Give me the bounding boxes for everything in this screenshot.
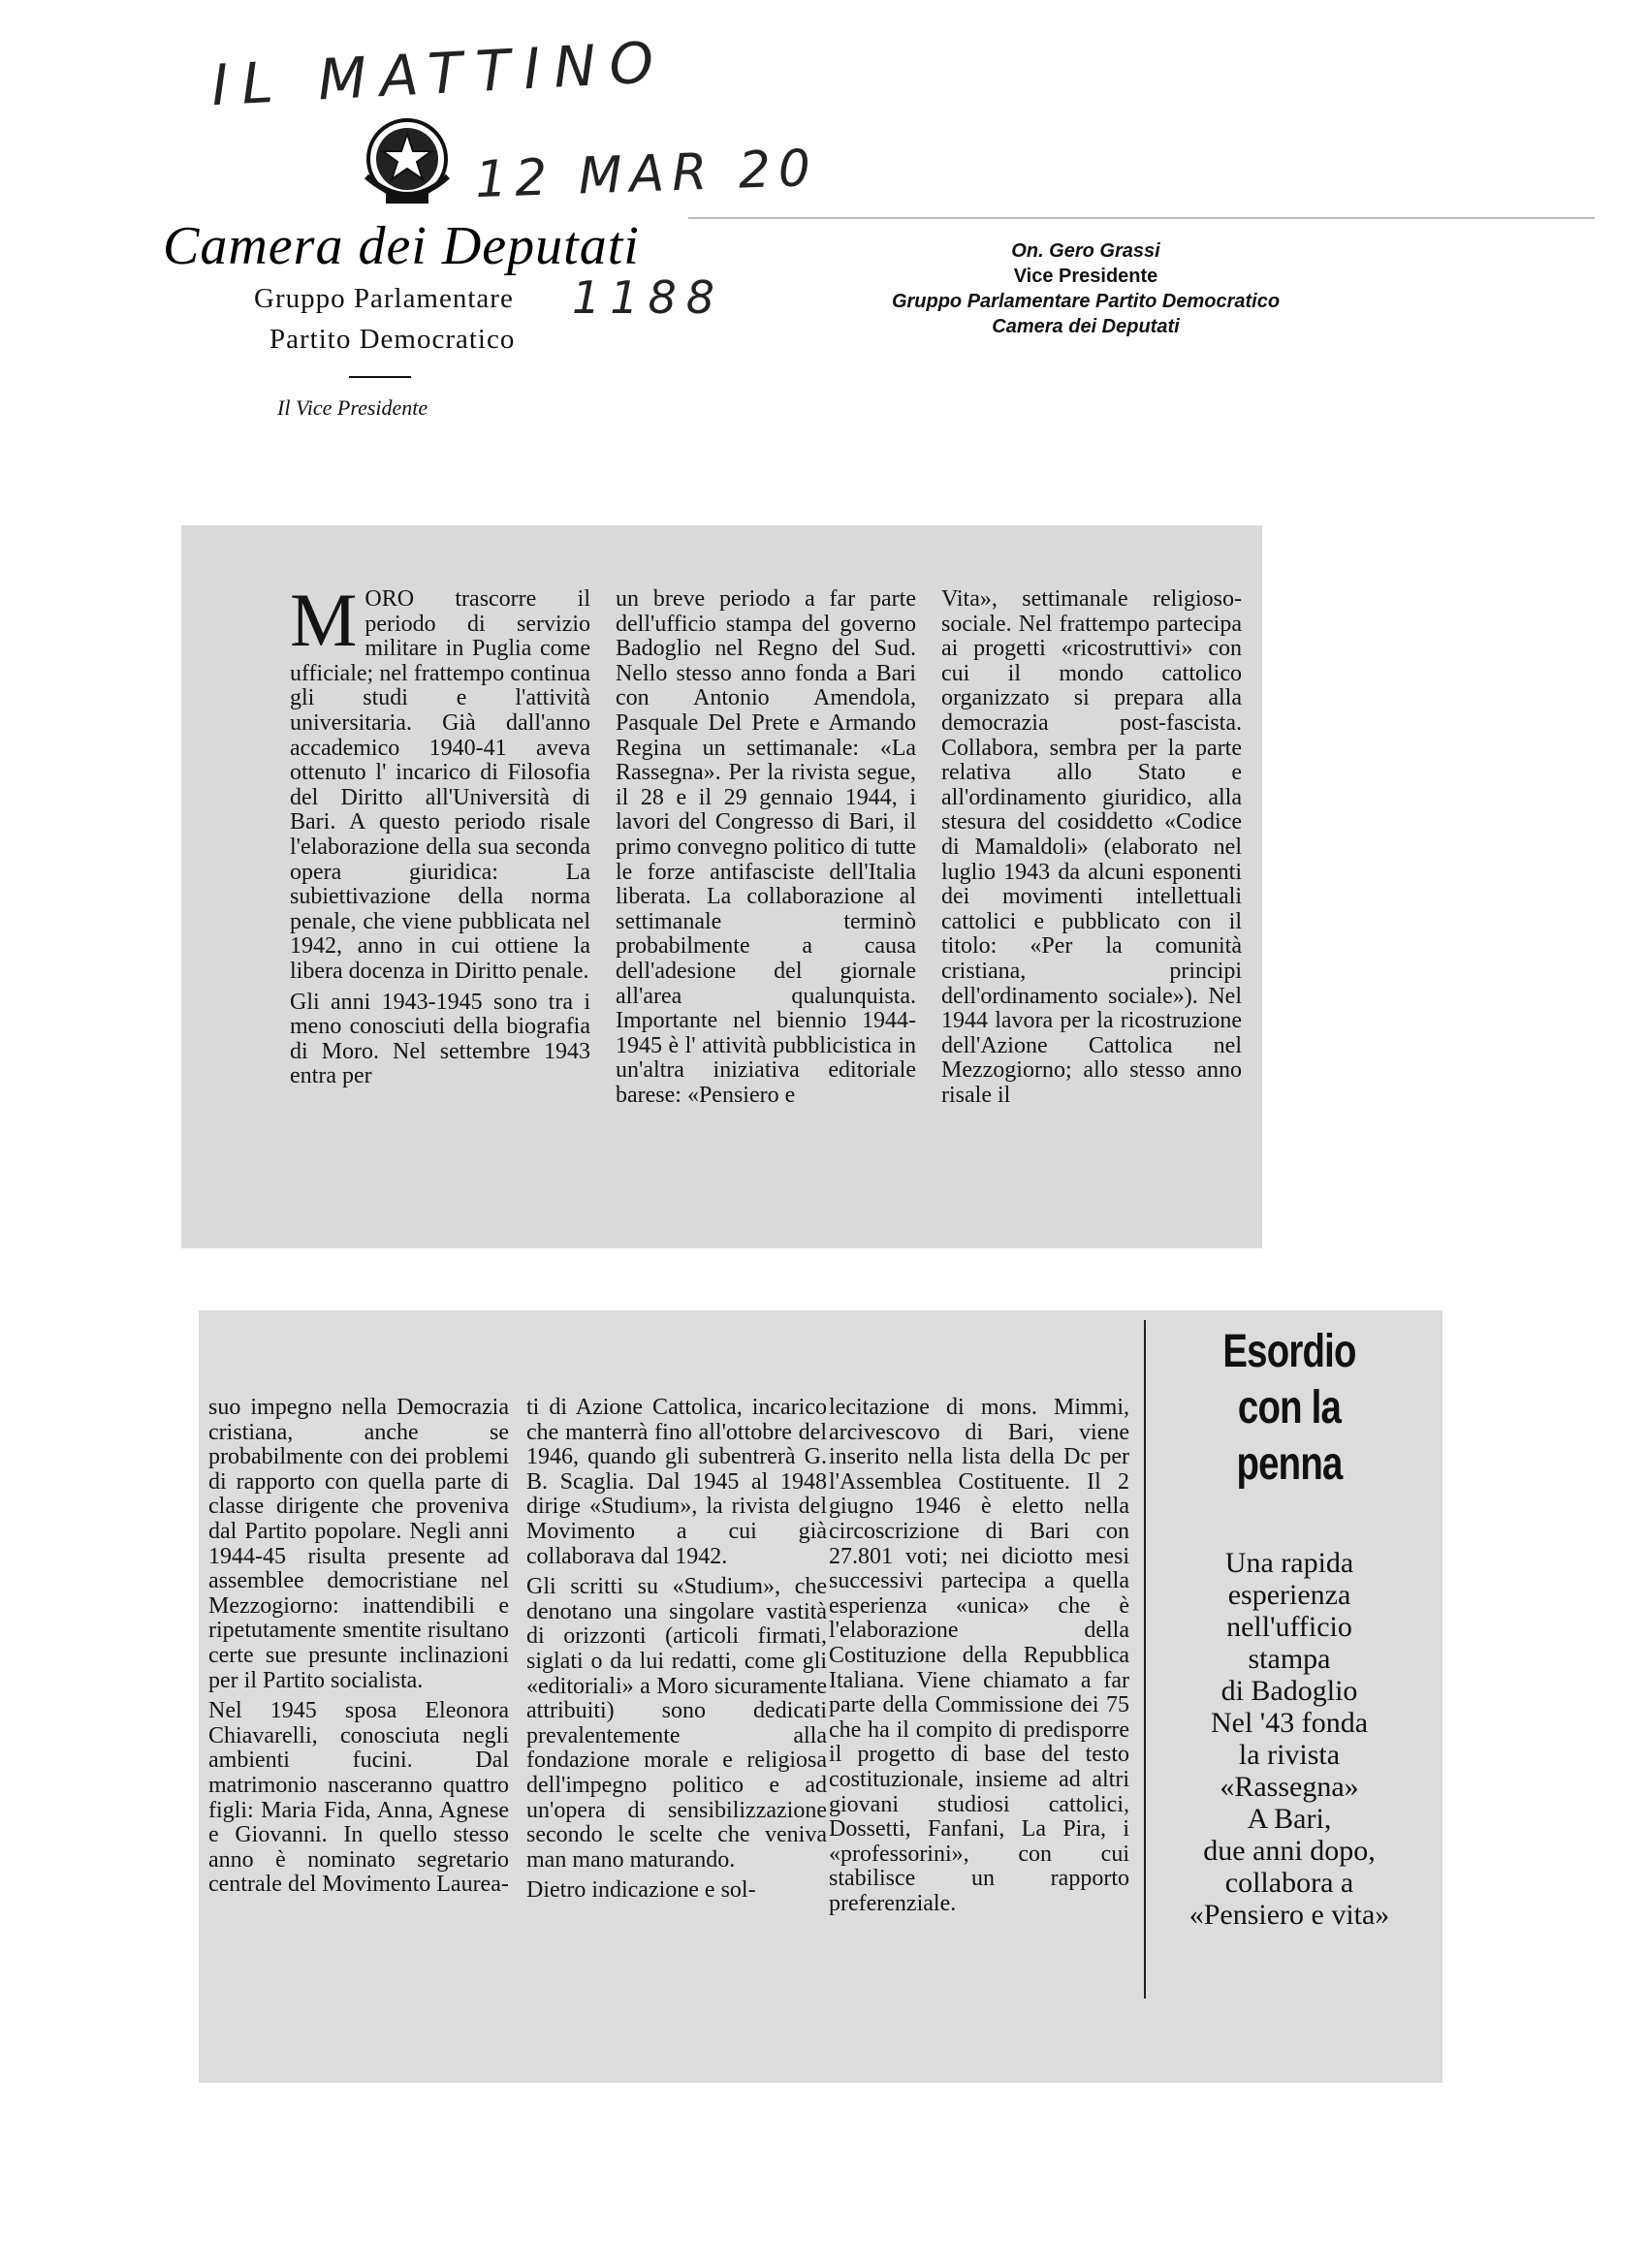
clip2-col1-paragraph-1: suo impegno nella Democrazia cristiana, anche se probabilmente con dei problemi di rapporto con quella parte di classe dirigente che proveniva dal Partito popolare. Negli anni 1944-45 risulta presente ad assemblee democristiane nel Mezzogiorno: inattendibili e ripetutamente smentite risultano certe sue presunte inclinazioni per il Partito socialista. <box>208 1395 509 1693</box>
stamp-role: Vice Presidente <box>1013 266 1158 287</box>
clip1-column-1 <box>290 578 590 1095</box>
letterhead-divider <box>349 376 411 378</box>
clip1-col3-paragraph-1: Vita», settimanale religioso-sociale. Nel frattempo partecipa ai progetti «ricostruttivi» con cui il mondo cattolico organizzato si prepara alla democrazia post-fascista. Collabora, sembra per la parte relativa allo Stato e all'ordinamento giuridico, alla stesura del cosiddetto «Codice di Mamaldoli» (elaborato nel luglio 1943 da alcuni esponenti dei movimenti intellettuali cattolici e pubblicato con il titolo: «Per la comunità cristiana, principi dell'ordinamento sociale»). Nel 1944 lavora per la ricostruzione dell'Azione Cattolica nel Mezzogiorno; allo stesso anno risale il <box>941 586 1242 1108</box>
subhead-line: stampa <box>1248 1643 1331 1675</box>
subhead-line: di Badoglio <box>1220 1675 1358 1707</box>
subhead-line: collabora a <box>1224 1867 1354 1899</box>
subhead-line: due anni dopo, <box>1203 1835 1376 1867</box>
sidebar-divider <box>1144 1320 1146 1999</box>
clip2-col3-paragraph-1: lecitazione di mons. Mimmi, arcivescovo di Bari, viene inserito nella lista della Dc per l'Assemblea Costituente. Il 2 giugno 1946 è eletto nella circoscrizione di Bari con 27.801 voti; nei diciotto mesi successivi partecipa a quella esperienza «unica» che è l'elaborazione della Costituzione della Repubblica Italiana. Viene chiamato a far parte della Commissione dei 75 che ha il compito di predisporre il progetto di base del testo costituzionale, insieme ad altri giovani studiosi cattolici, Dossetti, Fanfani, La Pira, i «professorini», con cui stabilisce un rapporto preferenziale. <box>829 1395 1129 1916</box>
subhead-line: la rivista <box>1238 1739 1341 1771</box>
headline-line: Esordio <box>1222 1326 1356 1377</box>
clip2-col2-paragraph-2: Gli scritti su «Studium», che denotano una singolare vastità di orizzonti (articoli firmati, siglati o da lui redatti, come gli «editoriali» a Moro sicuramente attribuiti) sono dedicati prevalentemente alla fondazione morale e religiosa dell'impegno politico e ad un'opera di sensibilizzazione secondo le scelte che veniva man mano maturando. <box>526 1574 827 1873</box>
handwritten-date: 12 MAR 20 <box>474 139 819 210</box>
stamp-group: Gruppo Parlamentare Partito Democratico <box>891 291 1281 312</box>
chamber-title: Camera dei Deputati <box>163 216 640 276</box>
drop-cap: M <box>290 578 358 662</box>
italian-republic-emblem-icon <box>349 109 465 215</box>
stamp-name: On. Gero Grassi <box>1011 240 1160 262</box>
subhead-line: nell'ufficio <box>1226 1611 1352 1643</box>
group-line-2: Partito Democratico <box>269 324 516 355</box>
clip1-column-3 <box>941 587 1242 1114</box>
subhead-line: esperienza <box>1227 1579 1351 1611</box>
handwritten-newspaper-name: IL MATTINO <box>209 28 669 119</box>
clip2-column-3 <box>829 1396 1129 1922</box>
clip2-col1-paragraph-2: Nel 1945 sposa Eleonora Chiavarelli, conosciuta negli ambienti fucini. Dal matrimonio nasceranno quattro figli: Maria Fida, Anna, Agnese e Giovanni. In quello stesso anno è nominato segretario centrale del Movimento Laurea- <box>208 1698 509 1898</box>
subhead-line: A Bari, <box>1247 1803 1332 1835</box>
clip2-col2-paragraph-1: ti di Azione Cattolica, incarico che manterrà fino all'ottobre del 1946, quando gli subentrerà G. B. Scaglia. Dal 1945 al 1948 dirige «Studium», la rivista del Movimento a cui già collaborava dal 1942. <box>526 1395 827 1569</box>
newspaper-clipping-1 <box>181 525 1262 1248</box>
handwritten-number: 1188 <box>572 271 725 324</box>
subhead-line: «Rassegna» <box>1220 1771 1359 1803</box>
clip1-column-2 <box>616 587 916 1114</box>
headline-line: penna <box>1236 1438 1343 1490</box>
article-headline <box>1185 1324 1394 1493</box>
letterhead-role: Il Vice Presidente <box>277 395 428 420</box>
stamp-chamber: Camera dei Deputati <box>992 316 1180 337</box>
subhead-line: Nel '43 fonda <box>1210 1707 1369 1739</box>
article-subheadline <box>1158 1547 1420 1931</box>
deputy-stamp <box>872 238 1299 339</box>
clip2-col2-paragraph-3: Dietro indicazione e sol- <box>526 1877 756 1904</box>
subhead-line: «Pensiero e vita» <box>1188 1899 1390 1931</box>
clip1-col1-paragraph-2: Gli anni 1943-1945 sono tra i meno conosciuti della biografia di Moro. Nel settembre 1943 entra per <box>290 989 590 1089</box>
subhead-line: Una rapida <box>1224 1547 1354 1579</box>
clip1-col1-paragraph-1: ORO trascorre il periodo di servizio militare in Puglia come ufficiale; nel frattempo continua gli studi e l'attività universitaria. Già dall'anno accademico 1940-41 aveva ottenuto l' incarico di Filosofia del Diritto all'Università di Bari. A questo periodo risale l'elaborazione della sua seconda opera giuridica: La subiettivazione della norma penale, che viene pubblicata nel 1942, anno in cui ottiene la libera docenza in Diritto penale. <box>290 586 590 984</box>
headline-line: con la <box>1237 1382 1342 1433</box>
newspaper-clipping-2 <box>199 1310 1442 2083</box>
stamp-rule <box>688 217 1595 219</box>
group-line-1: Gruppo Parlamentare <box>254 283 514 314</box>
clip1-col2-paragraph-1: un breve periodo a far parte dell'ufficio stampa del governo Badoglio nel Regno del Sud. Nello stesso anno fonda a Bari con Antonio Amendola, Pasquale Del Prete e Armando Regina un settimanale: «La Rassegna». Per la rivista segue, il 28 e il 29 gennaio 1944, i lavori del Congresso di Bari, il primo convegno politico di tutte le forze antifasciste dell'Italia liberata. La collaborazione al settimanale terminò probabilmente a causa dell'adesione del giornale all'area qualunquista. Importante nel biennio 1944-1945 è l' attività pubblicistica in un'altra iniziativa editoriale barese: «Pensiero e <box>616 586 916 1108</box>
clip2-column-1 <box>208 1396 509 1904</box>
clip2-column-2 <box>526 1396 827 1909</box>
